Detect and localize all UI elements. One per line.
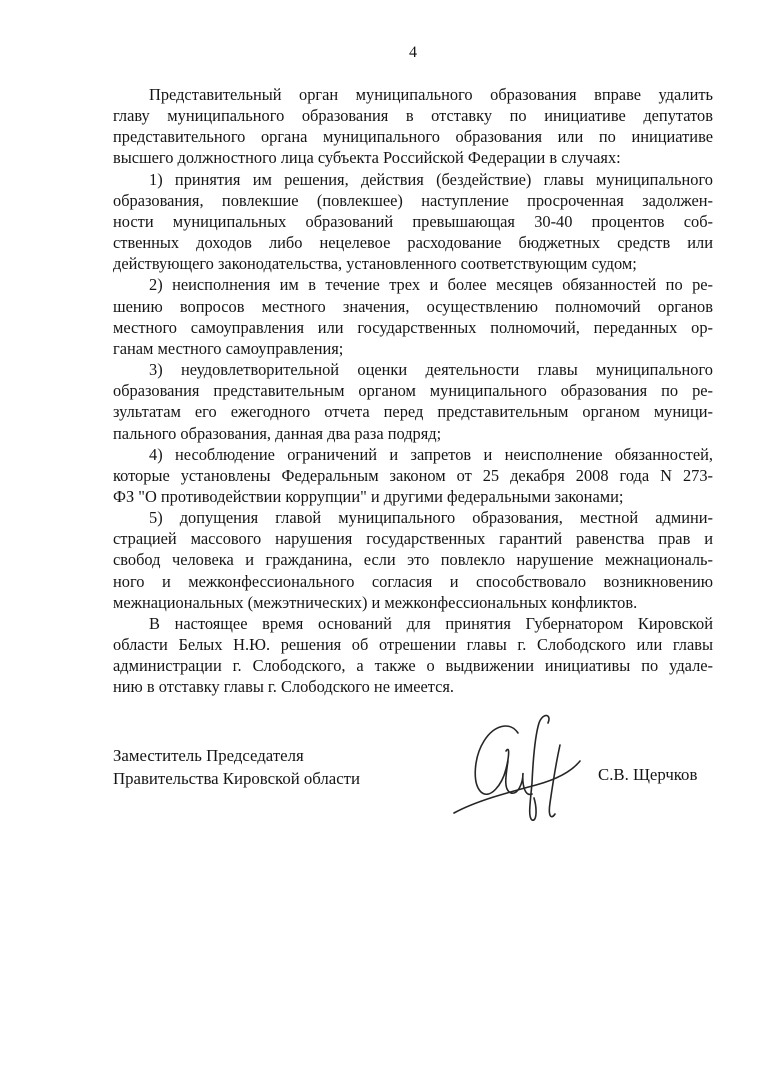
paragraph [113,84,713,169]
paragraph-line: ганам местного самоуправления; [113,338,344,358]
paragraph-line: 2) неисполнения им в течение трех и более месяцев обязанностей по ре- [149,275,713,295]
paragraph [113,444,713,507]
paragraph [113,274,713,359]
signature-image [448,710,586,832]
paragraph-line: высшего должностного лица субъекта Российской Федерации в случаях: [113,148,621,168]
paragraph [113,169,713,275]
paragraph-line: Представительный орган муниципального образования вправе удалить [149,85,713,104]
paragraph-line: 1) принятия им решения, действия (бездействие) главы муниципального [149,169,713,189]
page-number: 4 [409,44,417,61]
paragraph-line: которые установлены Федеральным законом от 25 декабря 2008 года N 273- [113,465,713,485]
paragraph-line: действующего законодательства, установленного соответствующим судом; [113,254,637,274]
paragraph-line: шению вопросов местного значения, осуществлению полномочий органов [113,296,713,316]
signatory-title-line: Заместитель Председателя [113,746,304,765]
paragraph-line: образования, повлекшие (повлекшее) наступление просроченная задолжен- [113,190,713,210]
signatory-name: С.В. Щерчков [598,765,698,784]
paragraph-line: 3) неудовлетворительной оценки деятельности главы муниципального [149,360,713,380]
paragraph-line: ного и межконфессионального согласия и способствовало возникновению [113,571,713,591]
paragraph-line: зультатам его ежегодного отчета перед представительным органом муници- [113,402,713,422]
paragraph-line: страцией массового нарушения государственных гарантий равенства прав и [113,529,713,549]
paragraph-line: нию в отставку главы г. Слободского не имеется. [113,677,455,697]
paragraph-line: образования представительным органом муниципального образования по ре- [113,381,713,401]
paragraph-line: 4) несоблюдение ограничений и запретов и неисполнение обязанностей, [149,444,713,464]
signatory-title [113,745,360,790]
paragraph-line: представительного органа муниципального образования или по инициативе [113,127,713,147]
paragraph-line: местного самоуправления или государственных полномочий, переданных ор- [113,317,713,337]
paragraph [113,613,713,698]
paragraph-line: ственных доходов либо нецелевое расходование бюджетных средств или [113,233,713,253]
paragraph [113,359,713,444]
paragraph-line: ности муниципальных образований превышающая 30-40 процентов соб- [113,211,713,231]
paragraph-line: свобод человека и гражданина, если это повлекло нарушение межнациональ- [113,550,713,570]
paragraph-line: 5) допущения главой муниципального образования, местной админи- [149,508,713,528]
paragraph-line: межнациональных (межэтнических) и межконфессиональных конфликтов. [113,592,638,612]
paragraph-line: В настоящее время оснований для принятия Губернатором Кировской [149,613,713,633]
signatory-title-line: Правительства Кировской области [113,768,360,788]
paragraph-line: области Белых Н.Ю. решения об отрешении главы г. Слободского или главы [113,635,713,655]
paragraph-line: главу муниципального образования в отставку по инициативе депутатов [113,106,713,126]
paragraph-line: пального образования, данная два раза подряд; [113,423,442,443]
paragraph-line: администрации г. Слободского, а также о выдвижении инициативы по удале- [113,656,713,676]
paragraph-line: ФЗ "О противодействии коррупции" и другими федеральными законами; [113,486,624,506]
document-body [113,84,713,698]
paragraph [113,507,713,613]
